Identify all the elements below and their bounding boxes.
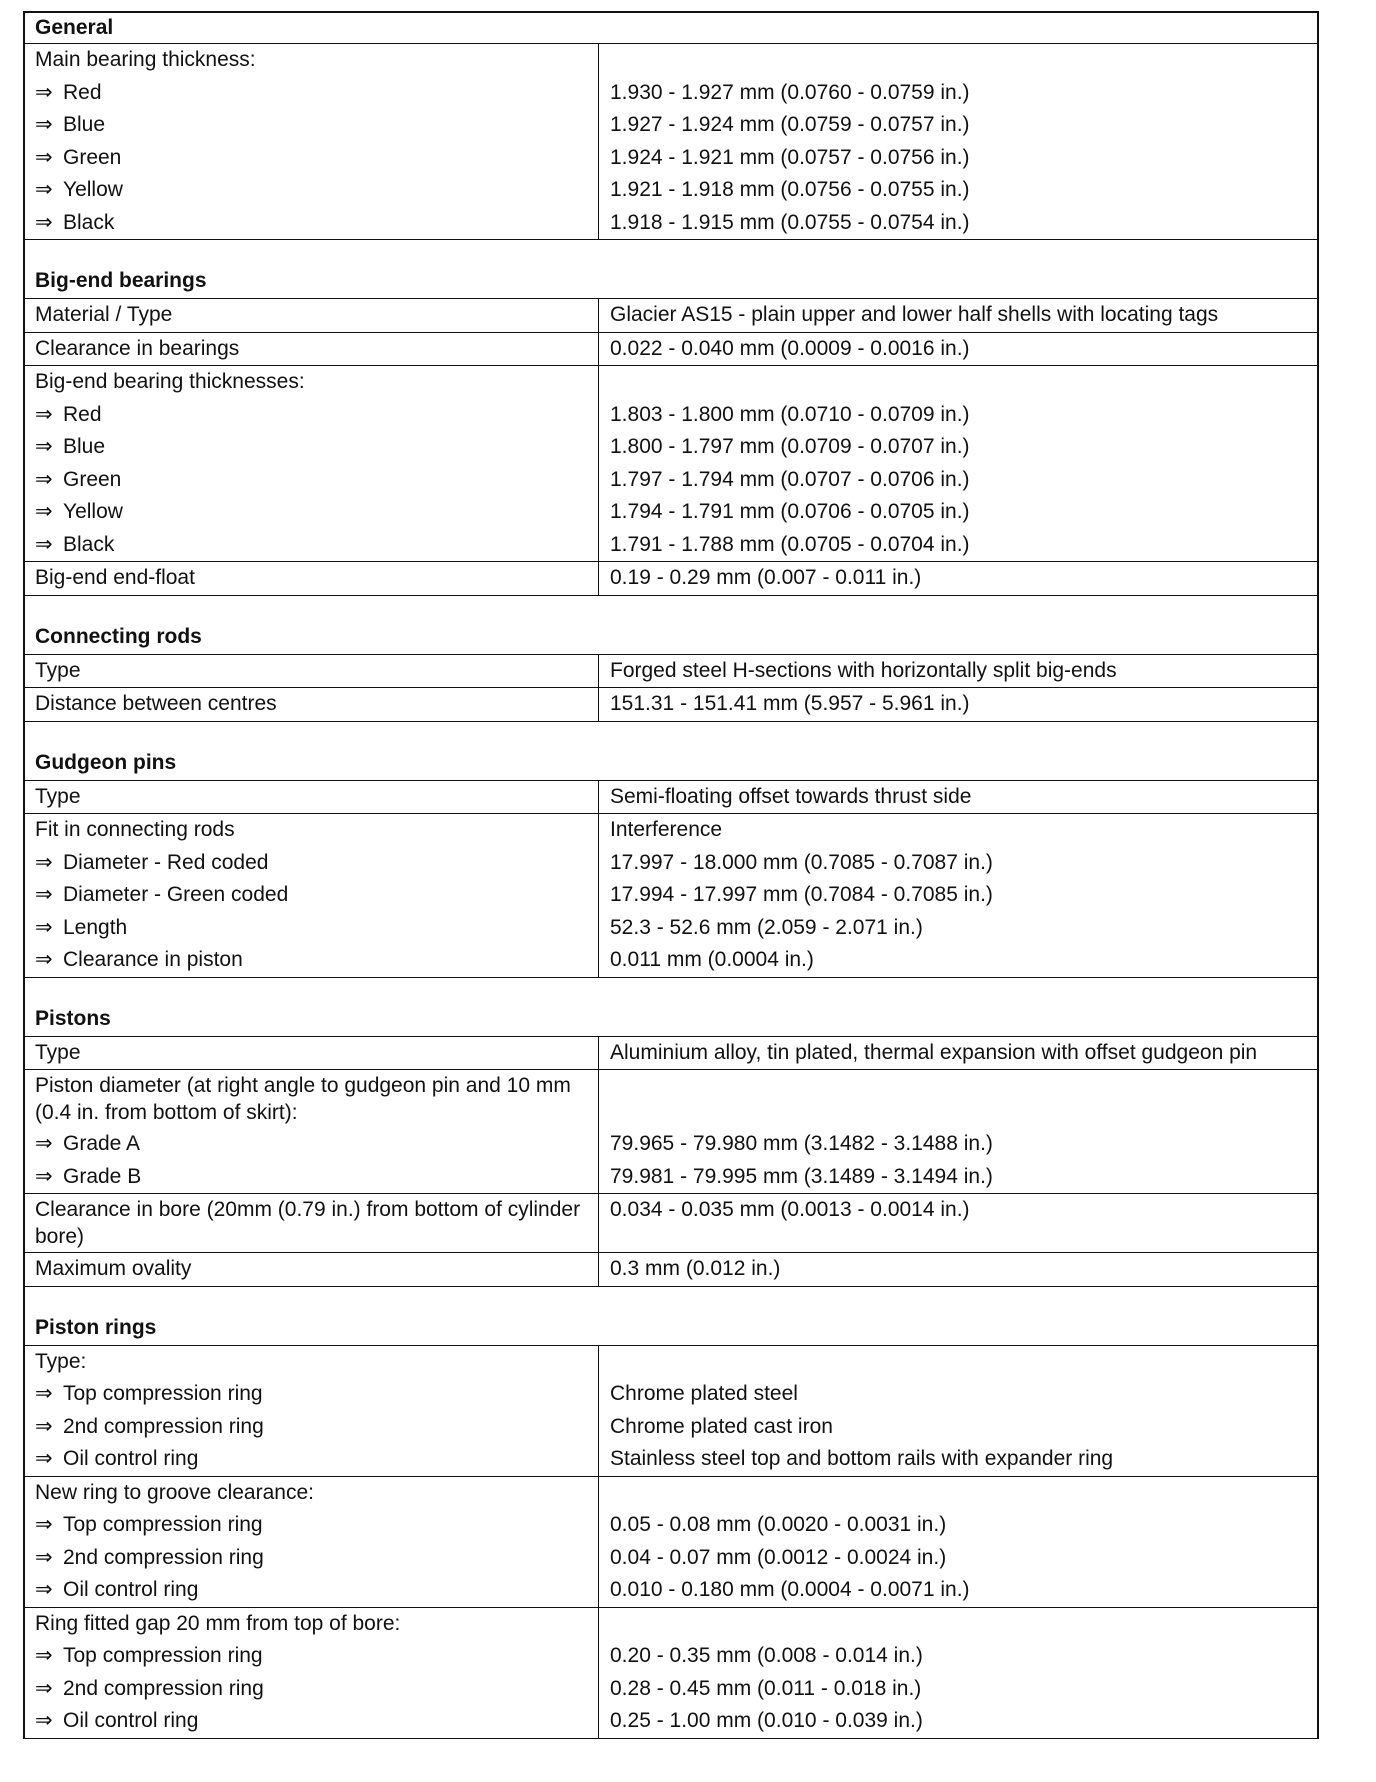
spec-block — [25, 688, 1317, 722]
spec-value: 1.930 - 1.927 mm (0.0760 - 0.0759 in.) — [610, 80, 970, 104]
spec-value: 79.965 - 79.980 mm (3.1482 - 3.1488 in.) — [610, 1132, 993, 1155]
spec-value: 1.803 - 1.800 mm (0.0710 - 0.0709 in.) — [610, 402, 970, 426]
spec-label-text: Diameter - Green coded — [63, 883, 289, 906]
spec-label-column — [25, 814, 599, 977]
spec-label — [25, 529, 598, 562]
spec-label-column — [25, 562, 599, 595]
spec-label-column — [25, 655, 599, 688]
arrow-icon: ⇒ — [35, 402, 53, 426]
spec-label-text: Big-end end-float — [35, 566, 195, 589]
spec-value: 1.794 - 1.791 mm (0.0706 - 0.0705 in.) — [610, 500, 970, 523]
spec-value-column — [599, 299, 1317, 332]
spec-label — [25, 912, 598, 945]
section-heading-connecting-rods: Connecting rods — [25, 596, 1317, 655]
spec-label — [25, 174, 598, 207]
spec-value: 0.20 - 0.35 mm (0.008 - 0.014 in.) — [610, 1644, 923, 1667]
spec-label-text: Yellow — [63, 178, 123, 201]
spec-label — [25, 1542, 598, 1575]
spec-value — [599, 1070, 1317, 1128]
spec-label-text: Diameter - Red coded — [63, 850, 269, 874]
spec-value: 1.927 - 1.924 mm (0.0759 - 0.0757 in.) — [610, 113, 970, 136]
arrow-icon: ⇒ — [35, 883, 53, 906]
spec-value: 0.28 - 0.45 mm (0.011 - 0.018 in.) — [610, 1676, 922, 1700]
arrow-icon: ⇒ — [35, 500, 53, 523]
spec-value-column — [599, 688, 1317, 721]
spec-label — [25, 1161, 598, 1194]
spec-label-column — [25, 299, 599, 332]
spec-label-text: Top compression ring — [63, 1644, 263, 1667]
spec-value-column — [599, 1477, 1317, 1607]
spec-label — [25, 1194, 598, 1252]
spec-label-column — [25, 366, 599, 561]
spec-label-text: Ring fitted gap 20 mm from top of bore: — [35, 1611, 401, 1635]
spec-label — [25, 1070, 598, 1128]
spec-value: 1.797 - 1.794 mm (0.0707 - 0.0706 in.) — [610, 467, 970, 491]
spec-label-column — [25, 1346, 599, 1476]
spec-label-column — [25, 1608, 599, 1738]
spec-value: 0.022 - 0.040 mm (0.0009 - 0.0016 in.) — [610, 336, 970, 360]
arrow-icon: ⇒ — [35, 467, 53, 491]
spec-label — [25, 1673, 598, 1706]
spec-value: Glacier AS15 - plain upper and lower half shells with locating tags — [610, 303, 1219, 326]
spec-block — [25, 781, 1317, 815]
spec-block — [25, 1070, 1317, 1194]
spec-label-text: Oil control ring — [63, 1578, 199, 1601]
section-heading-piston-rings: Piston rings — [25, 1287, 1317, 1346]
spec-label-text: Black — [63, 210, 115, 234]
spec-value-column — [599, 1194, 1317, 1252]
specification-table — [23, 11, 1319, 1739]
spec-label-text: Clearance in piston — [63, 948, 243, 971]
spec-value: 17.994 - 17.997 mm (0.7084 - 0.7085 in.) — [610, 883, 993, 906]
spec-label-text: Yellow — [63, 500, 123, 523]
spec-label-text: Grade B — [63, 1164, 142, 1188]
spec-value — [599, 44, 1317, 77]
spec-block — [25, 562, 1317, 596]
spec-value: Semi-floating offset towards thrust side — [610, 784, 972, 808]
spec-value — [599, 366, 1317, 399]
spec-value: 0.034 - 0.035 mm (0.0013 - 0.0014 in.) — [610, 1198, 970, 1221]
arrow-icon: ⇒ — [35, 145, 53, 169]
spec-block — [25, 814, 1317, 978]
spec-value: 0.011 mm (0.0004 in.) — [610, 948, 814, 971]
spec-value: 1.918 - 1.915 mm (0.0755 - 0.0754 in.) — [610, 210, 970, 234]
spec-label — [25, 1037, 598, 1070]
spec-label-column — [25, 781, 599, 814]
spec-block — [25, 366, 1317, 562]
spec-label — [25, 1705, 598, 1738]
spec-label — [25, 655, 598, 688]
spec-value: 52.3 - 52.6 mm (2.059 - 2.071 in.) — [610, 915, 923, 939]
spec-label-column — [25, 1253, 599, 1286]
spec-value-column — [599, 814, 1317, 977]
spec-label-text: Distance between centres — [35, 692, 277, 715]
spec-label — [25, 109, 598, 142]
spec-block — [25, 1608, 1317, 1739]
spec-value: 1.924 - 1.921 mm (0.0757 - 0.0756 in.) — [610, 145, 970, 169]
spec-value-column — [599, 366, 1317, 561]
spec-label-text: Big-end bearing thicknesses: — [35, 370, 305, 393]
arrow-icon: ⇒ — [35, 1447, 53, 1470]
spec-label — [25, 1411, 598, 1444]
spec-value: Chrome plated steel — [610, 1382, 798, 1405]
spec-value: 0.3 mm (0.012 in.) — [610, 1257, 781, 1280]
spec-block — [25, 655, 1317, 689]
spec-block — [25, 299, 1317, 333]
spec-label-column — [25, 1194, 599, 1252]
spec-label-column — [25, 44, 599, 239]
spec-label-text: Type — [35, 1040, 81, 1064]
spec-label — [25, 562, 598, 595]
spec-value-column — [599, 655, 1317, 688]
spec-block — [25, 1194, 1317, 1253]
spec-label-text: Oil control ring — [63, 1447, 199, 1470]
spec-label — [25, 1608, 598, 1641]
spec-label — [25, 944, 598, 977]
spec-label — [25, 814, 598, 847]
spec-block — [25, 44, 1317, 240]
spec-label-text: Top compression ring — [63, 1513, 263, 1536]
arrow-icon: ⇒ — [35, 1644, 53, 1667]
spec-value: 0.010 - 0.180 mm (0.0004 - 0.0071 in.) — [610, 1578, 970, 1601]
spec-label — [25, 1128, 598, 1161]
spec-label — [25, 1253, 598, 1286]
spec-value: 0.19 - 0.29 mm (0.007 - 0.011 in.) — [610, 566, 922, 589]
spec-value: 151.31 - 151.41 mm (5.957 - 5.961 in.) — [610, 692, 970, 715]
spec-label — [25, 496, 598, 529]
spec-value: 0.25 - 1.00 mm (0.010 - 0.039 in.) — [610, 1709, 923, 1732]
spec-value — [599, 1346, 1317, 1379]
spec-value: 17.997 - 18.000 mm (0.7085 - 0.7087 in.) — [610, 850, 993, 874]
spec-label-text: Clearance in bore (20mm (0.79 in.) from bottom of cylinder bore) — [35, 1198, 581, 1248]
spec-label — [25, 1443, 598, 1476]
spec-label-text: Type — [35, 784, 81, 808]
spec-value — [599, 1477, 1317, 1510]
arrow-icon: ⇒ — [35, 80, 53, 104]
arrow-icon: ⇒ — [35, 1132, 53, 1155]
spec-label-text: New ring to groove clearance: — [35, 1480, 314, 1504]
spec-block — [25, 1037, 1317, 1071]
spec-value-column — [599, 1070, 1317, 1193]
spec-value — [599, 1608, 1317, 1641]
spec-label-text: Clearance in bearings — [35, 336, 240, 360]
spec-label — [25, 847, 598, 880]
spec-value: 1.800 - 1.797 mm (0.0709 - 0.0707 in.) — [610, 435, 970, 458]
section-heading-pistons: Pistons — [25, 978, 1317, 1037]
spec-label-text: Green — [63, 467, 122, 491]
spec-label-column — [25, 688, 599, 721]
arrow-icon: ⇒ — [35, 1578, 53, 1601]
spec-value-column — [599, 562, 1317, 595]
spec-label — [25, 399, 598, 432]
spec-label-text: Main bearing thickness: — [35, 48, 256, 71]
spec-block — [25, 333, 1317, 367]
spec-value-column — [599, 781, 1317, 814]
section-heading-big-end-bearings: Big-end bearings — [25, 240, 1317, 299]
arrow-icon: ⇒ — [35, 850, 53, 874]
spec-label-text: Piston diameter (at right angle to gudgeon pin and 10 mm (0.4 in. from bottom of skirt): — [35, 1074, 571, 1124]
arrow-icon: ⇒ — [35, 1709, 53, 1732]
arrow-icon: ⇒ — [35, 915, 53, 939]
arrow-icon: ⇒ — [35, 1513, 53, 1536]
spec-label — [25, 1509, 598, 1542]
section-heading-general: General — [25, 13, 1317, 44]
spec-label-text: Fit in connecting rods — [35, 818, 235, 841]
spec-label — [25, 688, 598, 721]
spec-label — [25, 299, 598, 332]
spec-label-column — [25, 1037, 599, 1070]
spec-value-column — [599, 1037, 1317, 1070]
spec-label — [25, 333, 598, 366]
spec-label — [25, 1346, 598, 1379]
spec-label-column — [25, 333, 599, 366]
spec-label-text: Red — [63, 80, 102, 104]
spec-label — [25, 464, 598, 497]
spec-value-column — [599, 1608, 1317, 1738]
spec-label — [25, 1640, 598, 1673]
arrow-icon: ⇒ — [35, 1676, 53, 1700]
spec-label-text: Blue — [63, 435, 106, 458]
spec-label — [25, 44, 598, 77]
spec-label-text: Black — [63, 532, 115, 556]
spec-label-text: Oil control ring — [63, 1709, 199, 1732]
arrow-icon: ⇒ — [35, 178, 53, 201]
spec-value: Aluminium alloy, tin plated, thermal expansion with offset gudgeon pin — [610, 1040, 1258, 1064]
spec-label-text: Blue — [63, 113, 106, 136]
spec-value: 1.921 - 1.918 mm (0.0756 - 0.0755 in.) — [610, 178, 970, 201]
spec-value: 0.05 - 0.08 mm (0.0020 - 0.0031 in.) — [610, 1513, 947, 1536]
spec-label — [25, 1378, 598, 1411]
arrow-icon: ⇒ — [35, 1164, 53, 1188]
spec-block — [25, 1477, 1317, 1608]
spec-label — [25, 879, 598, 912]
section-heading-gudgeon-pins: Gudgeon pins — [25, 722, 1317, 781]
spec-label — [25, 1477, 598, 1510]
arrow-icon: ⇒ — [35, 532, 53, 556]
spec-value: 79.981 - 79.995 mm (3.1489 - 3.1494 in.) — [610, 1164, 993, 1188]
spec-label-text: 2nd compression ring — [63, 1676, 264, 1700]
spec-value: Stainless steel top and bottom rails with expander ring — [610, 1447, 1114, 1470]
spec-block — [25, 1253, 1317, 1287]
spec-label — [25, 207, 598, 240]
arrow-icon: ⇒ — [35, 1414, 53, 1438]
spec-label — [25, 366, 598, 399]
spec-label — [25, 781, 598, 814]
spec-label-text: Type: — [35, 1349, 87, 1373]
arrow-icon: ⇒ — [35, 948, 53, 971]
spec-label — [25, 431, 598, 464]
arrow-icon: ⇒ — [35, 113, 53, 136]
spec-label-text: 2nd compression ring — [63, 1545, 264, 1569]
spec-value-column — [599, 333, 1317, 366]
spec-label-text: 2nd compression ring — [63, 1414, 264, 1438]
spec-label-column — [25, 1477, 599, 1607]
spec-label-text: Red — [63, 402, 102, 426]
spec-label-text: Length — [63, 915, 128, 939]
spec-value: Interference — [610, 818, 723, 841]
arrow-icon: ⇒ — [35, 1382, 53, 1405]
spec-label-text: Type — [35, 658, 81, 682]
spec-label-text: Maximum ovality — [35, 1257, 192, 1280]
spec-value-column — [599, 1253, 1317, 1286]
spec-label — [25, 142, 598, 175]
spec-value: 0.04 - 0.07 mm (0.0012 - 0.0024 in.) — [610, 1545, 947, 1569]
spec-value: Chrome plated cast iron — [610, 1414, 833, 1438]
spec-value-column — [599, 1346, 1317, 1476]
arrow-icon: ⇒ — [35, 435, 53, 458]
spec-label-text: Material / Type — [35, 303, 173, 326]
spec-value: Forged steel H-sections with horizontally split big-ends — [610, 658, 1117, 682]
arrow-icon: ⇒ — [35, 1545, 53, 1569]
spec-value: 1.791 - 1.788 mm (0.0705 - 0.0704 in.) — [610, 532, 970, 556]
arrow-icon: ⇒ — [35, 210, 53, 234]
spec-label-text: Top compression ring — [63, 1382, 263, 1405]
spec-label — [25, 1574, 598, 1607]
spec-block — [25, 1346, 1317, 1477]
spec-label-column — [25, 1070, 599, 1193]
spec-label-text: Green — [63, 145, 122, 169]
spec-label-text: Grade A — [63, 1132, 141, 1155]
spec-value-column — [599, 44, 1317, 239]
spec-label — [25, 77, 598, 110]
